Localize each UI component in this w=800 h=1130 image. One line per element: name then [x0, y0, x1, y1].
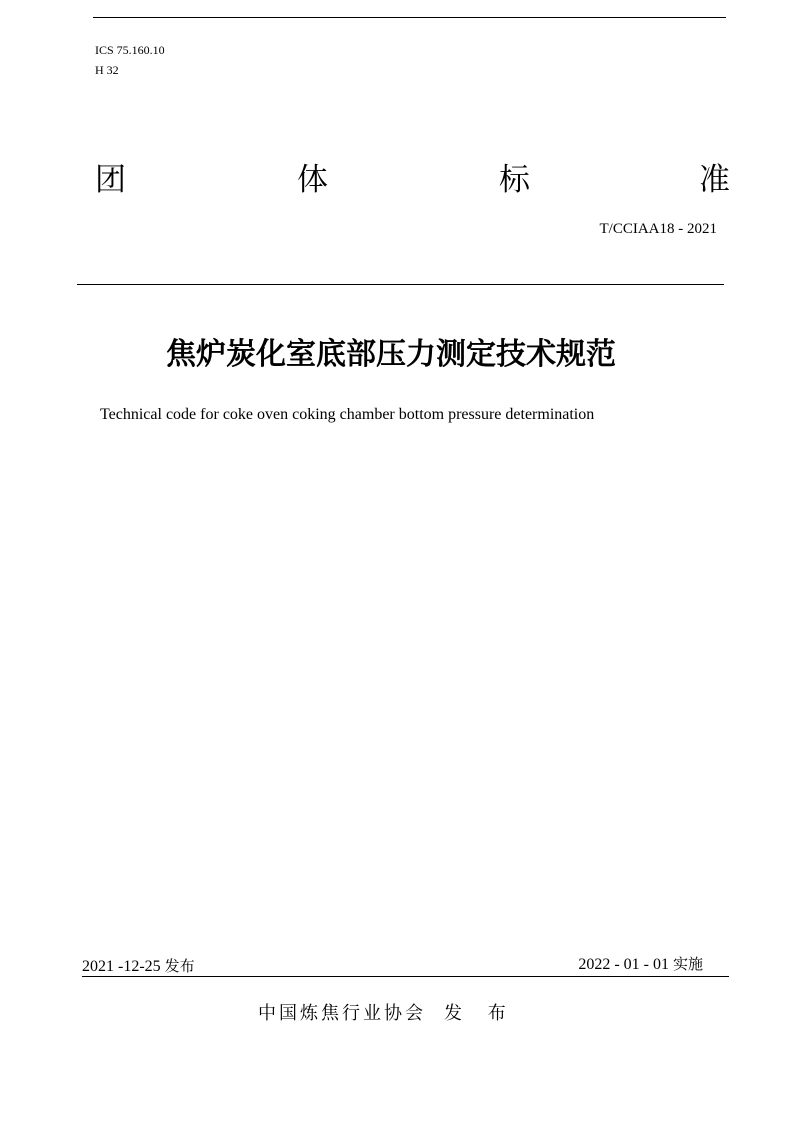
document-title-english: Technical code for coke oven coking chamber bottom pressure determination [100, 406, 595, 423]
top-rule [93, 17, 726, 18]
publisher-name: 中国炼焦行业协会 [258, 1003, 426, 1024]
heading-char: 体 [297, 162, 328, 198]
heading-char: 标 [499, 162, 530, 198]
footer-divider [82, 976, 729, 977]
publisher-action: 发 布 [444, 1003, 516, 1024]
document-title-chinese: 焦炉炭化室底部压力测定技术规范 [166, 337, 616, 372]
issue-date-value: 2021 -12-25 [82, 958, 161, 975]
standard-number: T/CCIAA18 - 2021 [599, 221, 717, 237]
heading-char: 准 [699, 162, 730, 198]
standard-type-heading [95, 160, 732, 200]
implementation-date-label: 实施 [672, 955, 703, 973]
classification-block [95, 40, 165, 80]
header-divider [77, 284, 724, 285]
publisher-line [258, 1002, 516, 1026]
heading-char: 团 [95, 162, 126, 198]
issue-date-label: 发布 [164, 957, 195, 975]
implementation-date [578, 954, 703, 975]
issue-date [82, 956, 195, 977]
ccs-code: H 32 [95, 63, 119, 77]
implementation-date-value: 2022 - 01 - 01 [578, 956, 669, 973]
ics-code: ICS 75.160.10 [95, 43, 165, 57]
